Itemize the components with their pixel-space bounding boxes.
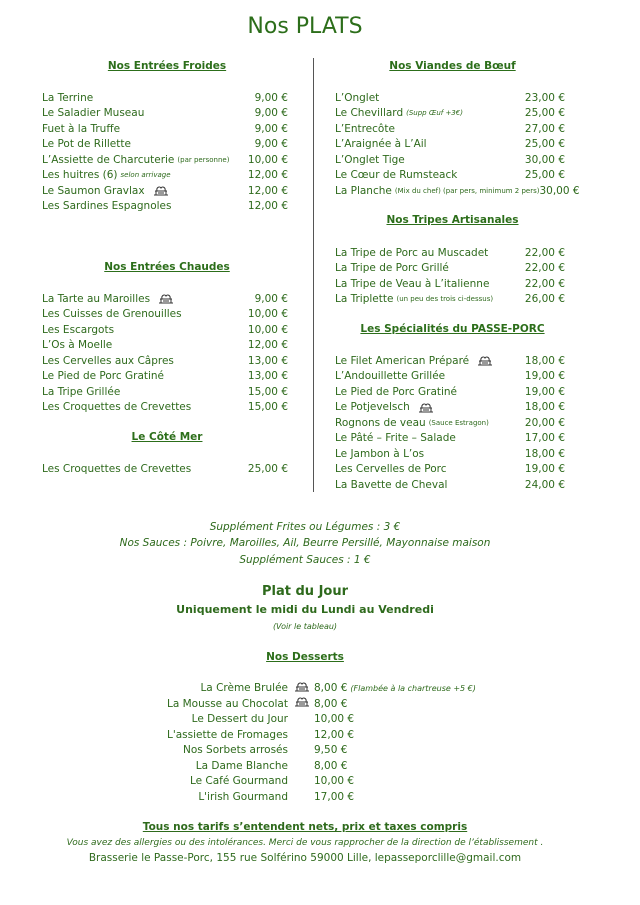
chef-hat-icon bbox=[153, 185, 169, 196]
address-line: Brasserie le Passe-Porc, 155 rue Solférino 59000 Lille, lepasseporclille@gmail.com bbox=[88, 852, 522, 864]
menu-item-name: La Tripe de Porc Grillé bbox=[335, 262, 449, 275]
dessert-price: 9,50 € bbox=[314, 744, 348, 756]
menu-item-price: 10,00 € bbox=[247, 323, 288, 336]
menu-item-price: 10,00 € bbox=[247, 308, 288, 321]
menu-item-price: 24,00 € bbox=[524, 478, 565, 491]
menu-item-price: 12,00 € bbox=[247, 169, 288, 182]
dessert-price: 12,00 € bbox=[314, 728, 355, 741]
menu-item-note: (par personne) bbox=[177, 155, 230, 164]
dessert-name: Nos Sorbets arrosés bbox=[182, 744, 288, 756]
menu-item-name: Le Filet American Préparé bbox=[335, 354, 470, 367]
menu-item bbox=[42, 338, 288, 354]
chef-hat-icon bbox=[158, 293, 174, 304]
menu-item bbox=[42, 369, 288, 385]
menu-item-price: 12,00 € bbox=[247, 339, 288, 352]
menu-item-price: 26,00 € bbox=[524, 293, 565, 306]
menu-item-name: L’Onglet Tige bbox=[335, 153, 405, 166]
menu-item-note: (Supp Œuf +3€) bbox=[406, 109, 463, 118]
desserts-list bbox=[160, 681, 560, 805]
menu-item-name: Les Escargots bbox=[42, 323, 115, 336]
menu-item bbox=[335, 415, 565, 431]
menu-item bbox=[42, 90, 288, 106]
menu-item bbox=[335, 137, 565, 153]
menu-item-name: La Triplette bbox=[335, 293, 394, 306]
menu-item-price: 30,00 € bbox=[524, 153, 565, 166]
menu-item bbox=[42, 137, 288, 153]
menu-item-name: Le Saumon Gravlax bbox=[42, 184, 145, 197]
menu-item-price: 22,00 € bbox=[524, 277, 565, 290]
menu-item-name: Le Saladier Museau bbox=[42, 107, 145, 120]
menu-item-note: (un peu des trois ci-dessus) bbox=[396, 295, 494, 304]
menu-item bbox=[42, 400, 288, 416]
menu-item-price: 13,00 € bbox=[247, 370, 288, 383]
menu-item bbox=[335, 353, 565, 369]
menu-item-price: 18,00 € bbox=[524, 447, 565, 460]
menu-item-name: La Planche bbox=[335, 184, 392, 197]
dessert-item bbox=[160, 774, 560, 790]
supplement-sauces: Supplément Sauces : 1 € bbox=[239, 554, 371, 566]
plat-du-jour-subtitle: Uniquement le midi du Lundi au Vendredi bbox=[176, 603, 434, 616]
menu-item-price: 15,00 € bbox=[247, 385, 288, 398]
menu-item bbox=[335, 183, 580, 199]
menu-item-name: Les Croquettes de Crevettes bbox=[42, 401, 192, 414]
menu-item-name: Le Pied de Porc Gratiné bbox=[42, 370, 165, 383]
allergies-note: Vous avez des allergies ou des intolérances. Merci de vous rapprocher de la direction de l’établissement . bbox=[66, 838, 544, 848]
menu-item-name: Le Jambon à L’os bbox=[335, 447, 425, 460]
dessert-name: La Dame Blanche bbox=[195, 759, 288, 772]
menu-item-price: 13,00 € bbox=[247, 354, 288, 367]
section-title-entrees-chaudes: Nos Entrées Chaudes bbox=[104, 261, 230, 273]
dessert-item bbox=[160, 743, 560, 759]
column-divider bbox=[313, 58, 314, 492]
dessert-item bbox=[160, 697, 560, 713]
dessert-item bbox=[160, 759, 560, 775]
chef-hat-icon bbox=[294, 696, 310, 707]
menu-item bbox=[42, 121, 288, 137]
section-title-specialites: Les Spécialités du PASSE-PORC bbox=[360, 323, 545, 335]
dessert-name: L'assiette de Fromages bbox=[166, 728, 288, 741]
menu-item-price: 19,00 € bbox=[524, 463, 565, 476]
supplement-frites: Supplément Frites ou Légumes : 3 € bbox=[209, 521, 401, 533]
menu-item bbox=[42, 183, 288, 199]
menu-item-price: 25,00 € bbox=[524, 169, 565, 182]
menu-item-price: 22,00 € bbox=[524, 246, 565, 259]
menu-item-price: 25,00 € bbox=[247, 462, 288, 475]
menu-item-name: Le Potjevelsch bbox=[335, 401, 410, 414]
menu-item-price: 20,00 € bbox=[524, 416, 565, 429]
menu-item-note: selon arrivage bbox=[120, 171, 171, 180]
dessert-price: 8,00 € bbox=[314, 682, 348, 694]
menu-item-name: La Tripe Grillée bbox=[42, 385, 121, 398]
menu-item-price: 22,00 € bbox=[524, 262, 565, 275]
menu-item-name: L’Andouillette Grillée bbox=[335, 370, 446, 383]
menu-item-price: 10,00 € bbox=[247, 153, 288, 166]
menu-item bbox=[42, 168, 288, 184]
menu-item bbox=[335, 245, 565, 261]
menu-item-name: La Tripe de Veau à L’italienne bbox=[335, 277, 490, 290]
menu-item-name: Rognons de veau bbox=[335, 416, 426, 429]
menu-item-price: 9,00 € bbox=[254, 91, 288, 104]
menu-item-name: L’Assiette de Charcuterie bbox=[42, 153, 175, 166]
menu-item-name: Les Cervelles de Porc bbox=[335, 463, 447, 476]
menu-item bbox=[335, 292, 565, 308]
menu-item-price: 18,00 € bbox=[524, 354, 565, 367]
menu-item bbox=[335, 369, 565, 385]
menu-item bbox=[335, 261, 565, 277]
menu-item bbox=[42, 106, 288, 122]
menu-item-price: 12,00 € bbox=[247, 200, 288, 213]
menu-item-price: 27,00 € bbox=[524, 122, 565, 135]
tarifs-note: Tous nos tarifs s’entendent nets, prix et taxes compris bbox=[142, 821, 468, 833]
menu-item-price: 15,00 € bbox=[247, 401, 288, 414]
menu-item-name: Fuet à la Truffe bbox=[42, 122, 121, 135]
menu-item bbox=[42, 307, 288, 323]
menu-item-name: Les huitres (6) bbox=[42, 169, 118, 182]
menu-item-name: Les Cuisses de Grenouilles bbox=[42, 308, 182, 321]
menu-item bbox=[335, 477, 565, 493]
menu-item-note: (Mix du chef) (par pers, minimum 2 pers) bbox=[394, 186, 540, 195]
dessert-note: (Flambée à la chartreuse +5 €) bbox=[350, 684, 476, 693]
menu-item bbox=[42, 291, 288, 307]
menu-item-price: 19,00 € bbox=[524, 370, 565, 383]
cote-mer-list bbox=[42, 461, 288, 477]
menu-item-price: 17,00 € bbox=[524, 432, 565, 445]
menu-item-price: 25,00 € bbox=[524, 138, 565, 151]
menu-item-price: 19,00 € bbox=[524, 385, 565, 398]
page-title: Nos PLATS bbox=[247, 14, 363, 39]
menu-item-name: L’Araignée à L’Ail bbox=[335, 138, 427, 151]
menu-item bbox=[335, 121, 565, 137]
chef-hat-icon bbox=[477, 355, 493, 366]
menu-item bbox=[335, 462, 565, 478]
menu-item-name: L’Os à Moelle bbox=[42, 339, 113, 352]
dessert-price: 10,00 € bbox=[314, 775, 355, 787]
menu-item-note: (Sauce Estragon) bbox=[428, 418, 489, 427]
menu-item-name: La Bavette de Cheval bbox=[335, 478, 448, 491]
dessert-item bbox=[160, 712, 560, 728]
menu-item bbox=[335, 384, 565, 400]
menu-item-name: L’Onglet bbox=[335, 91, 380, 104]
specialites-list bbox=[335, 353, 565, 493]
menu-item bbox=[335, 90, 565, 106]
menu-item bbox=[335, 446, 565, 462]
menu-item bbox=[42, 353, 288, 369]
dessert-name: Le Dessert du Jour bbox=[191, 713, 288, 725]
menu-item bbox=[335, 276, 565, 292]
menu-item bbox=[42, 384, 288, 400]
menu-item-price: 18,00 € bbox=[524, 401, 565, 414]
viandes-boeuf-list bbox=[335, 90, 580, 199]
dessert-price: 8,00 € bbox=[314, 697, 348, 710]
menu-item-name: Le Pâté – Frite – Salade bbox=[335, 432, 456, 445]
menu-item-name: Le Pied de Porc Gratiné bbox=[335, 385, 458, 398]
chef-hat-icon bbox=[294, 681, 310, 692]
menu-item-name: Les Sardines Espagnoles bbox=[42, 200, 172, 213]
menu-item-name: Le Pot de Rillette bbox=[42, 138, 131, 151]
plat-du-jour-title: Plat du Jour bbox=[261, 584, 349, 599]
dessert-name: La Mousse au Chocolat bbox=[166, 697, 288, 710]
menu-item bbox=[42, 152, 288, 168]
dessert-item bbox=[160, 728, 560, 744]
dessert-item bbox=[160, 681, 560, 697]
menu-item-price: 9,00 € bbox=[254, 122, 288, 135]
entrees-chaudes-list bbox=[42, 291, 288, 415]
menu-item bbox=[42, 461, 288, 477]
menu-item bbox=[42, 199, 288, 215]
menu-item-name: La Tarte au Maroilles bbox=[42, 292, 151, 305]
section-title-entrees-froides: Nos Entrées Froides bbox=[107, 60, 227, 72]
menu-item-name: La Tripe de Porc au Muscadet bbox=[335, 246, 489, 259]
menu-item bbox=[335, 400, 565, 416]
menu-item-name: Le Cœur de Rumsteack bbox=[335, 169, 458, 182]
dessert-item bbox=[160, 790, 560, 806]
menu-item-name: Les Cervelles aux Câpres bbox=[42, 354, 174, 367]
section-title-viandes-boeuf: Nos Viandes de Bœuf bbox=[389, 60, 516, 72]
entrees-froides-list bbox=[42, 90, 288, 214]
menu-item bbox=[335, 152, 565, 168]
tripes-list bbox=[335, 245, 565, 307]
menu-item-price: 9,00 € bbox=[254, 138, 288, 151]
menu-item-price: 23,00 € bbox=[524, 91, 565, 104]
menu-item bbox=[335, 168, 565, 184]
menu-item bbox=[335, 106, 565, 122]
menu-item bbox=[335, 431, 565, 447]
menu-item-name: Le Chevillard bbox=[335, 107, 404, 120]
sauces-line: Nos Sauces : Poivre, Maroilles, Ail, Beurre Persillé, Mayonnaise maison bbox=[119, 537, 491, 549]
dessert-price: 17,00 € bbox=[314, 790, 355, 803]
plat-du-jour-note: (Voir le tableau) bbox=[272, 622, 338, 631]
menu-item-price: 9,00 € bbox=[254, 292, 288, 305]
chef-hat-icon bbox=[418, 402, 434, 413]
menu-item-name: La Terrine bbox=[42, 91, 94, 104]
menu-item-price: 12,00 € bbox=[247, 184, 288, 197]
menu-item bbox=[42, 322, 288, 338]
dessert-price: 10,00 € bbox=[314, 713, 355, 725]
menu-item-price: 9,00 € bbox=[254, 107, 288, 120]
section-title-desserts: Nos Desserts bbox=[266, 651, 344, 663]
section-title-tripes: Nos Tripes Artisanales bbox=[386, 214, 519, 226]
menu-item-name: Les Croquettes de Crevettes bbox=[42, 462, 192, 475]
menu-item-price: 30,00 € bbox=[539, 184, 580, 197]
dessert-price: 8,00 € bbox=[314, 759, 348, 772]
dessert-name: La Crème Brulée bbox=[200, 682, 288, 694]
dessert-name: Le Café Gourmand bbox=[189, 775, 288, 787]
menu-item-price: 25,00 € bbox=[524, 107, 565, 120]
section-title-cote-mer: Le Côté Mer bbox=[131, 431, 203, 443]
menu-item-name: L’Entrecôte bbox=[335, 122, 395, 135]
dessert-name: L'irish Gourmand bbox=[198, 790, 288, 803]
